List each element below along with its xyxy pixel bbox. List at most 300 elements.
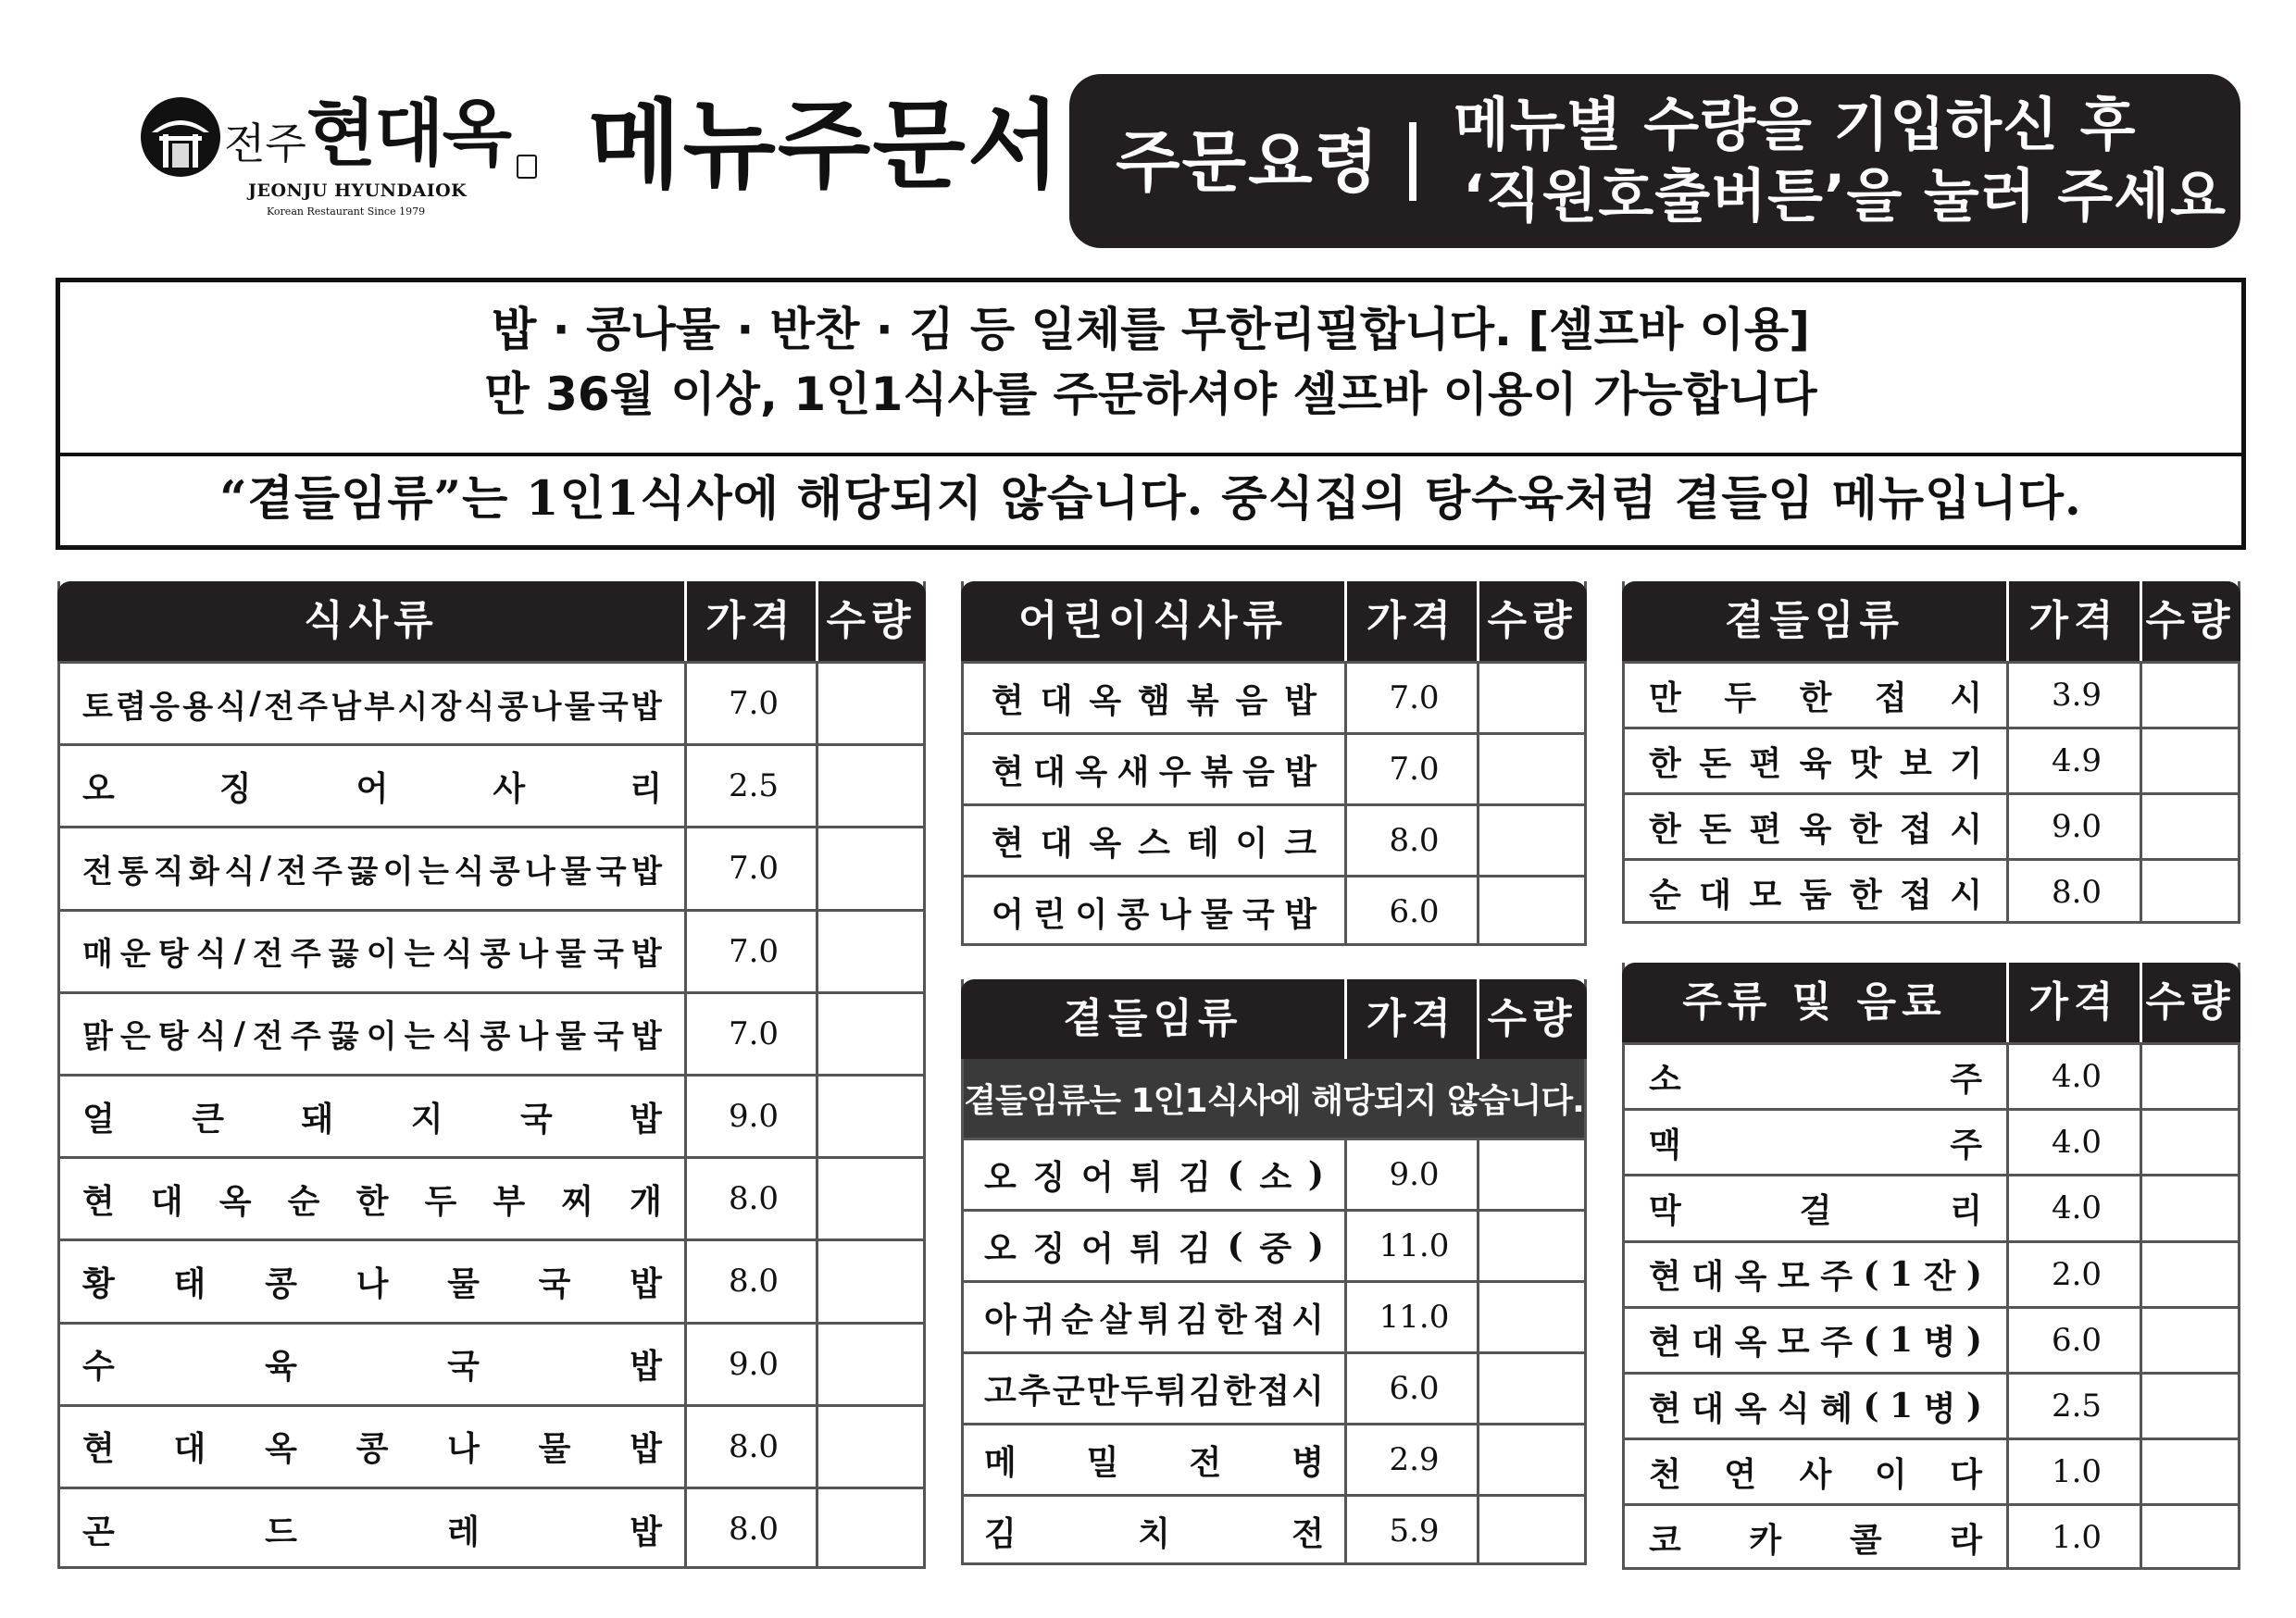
menu-item-char: 는 [418, 853, 449, 890]
menu-item-char: 돼 [301, 1099, 334, 1139]
quantity-input[interactable] [2143, 795, 2238, 858]
menu-item-char: 편 [1749, 743, 1782, 783]
menu-item-char: 추 [1017, 1371, 1051, 1411]
menu-item-char: 대 [1040, 680, 1073, 720]
quantity-input[interactable] [2143, 1506, 2238, 1569]
menu-item-char: 한 [1223, 1371, 1256, 1411]
quantity-input[interactable] [2143, 664, 2238, 727]
menu-item-char: 만 [1086, 1371, 1119, 1411]
menu-item-char: 부 [493, 1181, 526, 1221]
menu-item-name [964, 664, 1344, 732]
menu-item-char: 병 [1292, 1442, 1324, 1482]
menu-item-char: 귀 [1022, 1300, 1055, 1339]
menu-item-char: 린 [1033, 894, 1066, 934]
quantity-input[interactable] [819, 1241, 923, 1321]
menu-item-char: 음 [1235, 680, 1268, 720]
price-header: 가격 [1366, 995, 1456, 1042]
menu-item-char: 대 [1691, 1388, 1725, 1428]
menu-item-char: / [259, 850, 272, 888]
menu-item-char: 징 [1032, 1228, 1066, 1268]
menu-row [60, 743, 923, 826]
menu-item-name [964, 1140, 1344, 1209]
menu-item-char: 나 [518, 936, 549, 974]
menu-table-meals [57, 581, 926, 1569]
menu-item-char: 시 [1292, 1300, 1324, 1339]
menu-item-char: 새 [1117, 752, 1150, 791]
menu-item-char: ( [1863, 1320, 1879, 1360]
quantity-input[interactable] [819, 1077, 923, 1156]
order-divider [1409, 122, 1416, 201]
menu-item-char: 끓 [328, 1018, 359, 1056]
quantity-input[interactable] [2143, 1375, 2238, 1438]
menu-item-char: 큰 [192, 1099, 225, 1139]
quantity-input[interactable] [819, 1407, 923, 1487]
menu-item-price: 2.5 [728, 767, 780, 805]
menu-item-char: 모 [1777, 1257, 1810, 1297]
menu-item-name [964, 1283, 1344, 1351]
menu-item-char: 리 [630, 768, 662, 808]
menu-item-char: 소 [1259, 1157, 1292, 1197]
menu-item-char: 돈 [1699, 743, 1731, 783]
menu-item-char: 테 [1186, 823, 1219, 863]
notice-box [56, 278, 2246, 550]
menu-item-char: 햄 [1138, 680, 1170, 720]
menu-item-char: 혜 [1820, 1388, 1853, 1428]
menu-item-char: 튀 [1129, 1157, 1163, 1197]
menu-item-char: 식 [464, 688, 495, 726]
menu-item-char: 기 [1950, 743, 1982, 783]
menu-item-price: 4.0 [2051, 1058, 2103, 1096]
menu-item-price: 1.0 [2051, 1519, 2103, 1557]
category-header: 어린이식사류 [1017, 597, 1289, 644]
menu-row [964, 1138, 1584, 1209]
menu-item-name [60, 746, 684, 826]
menu-row [964, 1280, 1584, 1351]
order-line-2: ‘직원호출버튼’을 눌러 주세요 [1463, 162, 2227, 230]
menu-item-char: 나 [1158, 894, 1192, 934]
menu-row [1625, 1174, 2238, 1239]
menu-item-char: 돈 [1699, 809, 1731, 849]
quantity-input[interactable] [819, 1159, 923, 1238]
quantity-input[interactable] [819, 1489, 923, 1569]
menu-item-char: 직 [153, 853, 184, 890]
menu-item-char: 국 [538, 1263, 571, 1303]
menu-item-char: 옥 [1734, 1257, 1767, 1297]
menu-item-char: 전 [82, 853, 113, 890]
menu-item-char: 두 [424, 1181, 457, 1221]
menu-item-char: 물 [564, 688, 595, 726]
order-label: 주문요령 [1116, 123, 1381, 201]
menu-item-char: 수 [82, 1347, 115, 1387]
quantity-input[interactable] [1480, 1283, 1584, 1351]
menu-item-char: 콩 [497, 688, 529, 726]
menu-item-char: 육 [265, 1347, 297, 1387]
notice-line-3: “곁들임류”는 1인1식사에 해당되지 않습니다. 중식집의 탕수육처럼 곁들임 메뉴입니다. [219, 471, 2082, 527]
menu-item-price: 8.0 [728, 1511, 780, 1549]
menu-item-char: 콩 [480, 936, 511, 974]
menu-item-char: 는 [404, 936, 435, 974]
menu-item-name [1625, 1375, 2006, 1438]
menu-item-char: 응 [149, 688, 181, 726]
menu-item-char: 한 [1215, 1300, 1247, 1339]
menu-item-char: 개 [630, 1181, 662, 1221]
menu-item-price: 7.0 [728, 1014, 780, 1052]
price-header: 가격 [705, 597, 796, 644]
menu-item-char: 전 [253, 936, 283, 974]
quantity-input[interactable] [2143, 1045, 2238, 1108]
table-header [1622, 963, 2240, 1042]
menu-item-char: 이 [366, 1018, 397, 1056]
menu-item-char: 병 [1923, 1323, 1956, 1363]
menu-item-char: 한 [1849, 875, 1882, 915]
menu-item-name [60, 1077, 684, 1156]
menu-item-char: 매 [82, 936, 113, 974]
menu-table-kids [961, 581, 1587, 946]
quantity-input[interactable] [2143, 1111, 2238, 1174]
menu-item-price: 8.0 [1389, 822, 1440, 859]
menu-row [1625, 1240, 2238, 1306]
menu-item-name [60, 1489, 684, 1569]
menu-item-name [1625, 861, 2006, 924]
menu-item-char: 어 [1081, 1228, 1114, 1268]
menu-item-char: 밥 [630, 688, 662, 726]
menu-item-char: 현 [992, 823, 1024, 863]
menu-item-char: 살 [1099, 1300, 1132, 1339]
quantity-header: 수량 [826, 597, 917, 644]
menu-item-name [60, 828, 684, 908]
menu-item-name [60, 912, 684, 991]
menu-item-char: 오 [984, 1228, 1017, 1268]
menu-item-char: 이 [1075, 894, 1108, 934]
restaurant-logo [139, 88, 537, 227]
menu-item-name [964, 1212, 1344, 1280]
menu-item-char: 식 [195, 1018, 227, 1056]
menu-row [964, 875, 1584, 946]
menu-item-char: 어 [992, 894, 1024, 934]
menu-item-char: 한 [1799, 678, 1832, 717]
menu-item-char: 대 [173, 1429, 206, 1469]
menu-item-char: 모 [1749, 875, 1782, 915]
menu-item-char: 밥 [630, 936, 662, 974]
quantity-input[interactable] [1480, 1425, 1584, 1494]
menu-item-char: 병 [1923, 1388, 1956, 1428]
menu-item-char: 밥 [631, 853, 662, 890]
order-instructions [1069, 74, 2240, 248]
menu-item-char: 김 [1176, 1300, 1209, 1339]
menu-item-char: 튀 [1154, 1371, 1188, 1411]
menu-item-char: ( [1227, 1155, 1243, 1194]
quantity-input[interactable] [1480, 877, 1584, 946]
menu-item-char: 운 [119, 936, 151, 974]
menu-item-char: 한 [356, 1181, 389, 1221]
menu-item-char: 김 [1189, 1371, 1222, 1411]
menu-item-char: 식 [224, 853, 256, 890]
menu-row [964, 1209, 1584, 1280]
notice-line-2: 만 36월 이상, 1인1식사를 주문하셔야 셀프바 이용이 가능합니다 [484, 367, 1817, 421]
menu-item-price: 6.0 [1389, 1370, 1440, 1407]
menu-item-char: 리 [1950, 1190, 1982, 1230]
menu-item-char: 막 [1649, 1190, 1681, 1230]
menu-item-char: ) [1965, 1254, 1982, 1294]
menu-row [1625, 1438, 2238, 1503]
quantity-input[interactable] [1480, 1354, 1584, 1423]
menu-item-char: 주 [1820, 1257, 1853, 1297]
menu-item-char: 걸 [1799, 1190, 1832, 1230]
menu-item-char: 전 [1292, 1513, 1324, 1553]
menu-item-char: ) [1307, 1155, 1324, 1194]
menu-row [60, 1322, 923, 1404]
menu-item-char: 대 [1691, 1257, 1725, 1297]
order-line-1: 메뉴별 수량을 기입하신 후 [1454, 91, 2137, 158]
menu-item-char: 한 [1649, 809, 1681, 849]
menu-item-char: 레 [447, 1512, 480, 1551]
menu-item-char: 코 [1649, 1520, 1681, 1560]
menu-item-name [964, 1497, 1344, 1565]
menu-item-char: 찌 [561, 1181, 594, 1221]
menu-row [964, 803, 1584, 875]
menu-item-char: 국 [447, 1347, 480, 1387]
menu-item-char: 장 [430, 688, 462, 726]
menu-item-char: 접 [1253, 1300, 1286, 1339]
menu-row [964, 1351, 1584, 1423]
menu-item-name [1625, 1243, 2006, 1306]
menu-item-char: 식 [442, 936, 473, 974]
menu-item-price: 4.0 [2051, 1124, 2103, 1162]
quantity-input[interactable] [819, 912, 923, 991]
menu-item-char: 주 [1950, 1059, 1982, 1099]
brand-english: JEONJU HYUNDAIOK [248, 180, 468, 201]
menu-item-char: 밥 [1284, 680, 1316, 720]
menu-item-char: 볶 [1186, 680, 1219, 720]
menu-item-char: 연 [1724, 1454, 1757, 1494]
menu-item-price: 9.0 [728, 1345, 780, 1383]
menu-item-char: 접 [1257, 1371, 1291, 1411]
menu-item-name [1625, 1506, 2006, 1569]
menu-item-char: 옥 [1734, 1388, 1767, 1428]
menu-item-char: 물 [555, 1018, 586, 1056]
menu-item-char: ( [1863, 1387, 1879, 1426]
menu-item-char: 현 [992, 680, 1024, 720]
menu-item-char: 밥 [630, 1429, 662, 1469]
quantity-input[interactable] [819, 994, 923, 1074]
quantity-input[interactable] [1480, 1212, 1584, 1280]
menu-item-price: 2.0 [2051, 1255, 2103, 1293]
quantity-header: 수량 [1487, 597, 1578, 644]
menu-item-char: ) [1307, 1226, 1324, 1265]
menu-row [1625, 1372, 2238, 1438]
menu-item-name [60, 1241, 684, 1321]
quantity-input[interactable] [2143, 1440, 2238, 1503]
menu-item-name [964, 735, 1344, 803]
menu-item-char: 은 [119, 1018, 151, 1056]
menu-item-name [60, 1407, 684, 1487]
menu-item-char: 주 [1820, 1323, 1853, 1363]
menu-row [1625, 1306, 2238, 1372]
menu-item-char: 탕 [157, 1018, 189, 1056]
menu-item-price: 2.9 [1389, 1441, 1440, 1478]
menu-item-price: 4.9 [2051, 742, 2103, 779]
menu-item-char: 시 [1292, 1371, 1324, 1411]
menu-row [60, 661, 923, 743]
menu-item-char: 옥 [265, 1429, 297, 1469]
table-header [57, 581, 926, 661]
menu-item-char: 한 [1649, 743, 1681, 783]
table-header [1622, 581, 2240, 661]
menu-item-char: 맛 [1849, 743, 1882, 783]
menu-item-name [60, 1325, 684, 1404]
menu-item-price: 7.0 [728, 685, 780, 723]
menu-item-char: 식 [195, 936, 227, 974]
menu-item-char: 식 [216, 688, 247, 726]
menu-item-char: 치 [1138, 1513, 1170, 1553]
menu-item-char: 식 [454, 853, 485, 890]
menu-item-char: 대 [1040, 823, 1073, 863]
menu-item-char: ( [1863, 1254, 1879, 1294]
quantity-input[interactable] [1480, 735, 1584, 803]
price-header: 가격 [1366, 597, 1456, 644]
menu-item-char: 순 [287, 1181, 320, 1221]
menu-item-char: 콩 [480, 1018, 511, 1056]
quantity-input[interactable] [2143, 1176, 2238, 1239]
menu-item-name [964, 1425, 1344, 1494]
menu-item-char: 콜 [1849, 1520, 1882, 1560]
menu-item-char: 옥 [1089, 680, 1122, 720]
menu-row [964, 661, 1584, 732]
menu-item-char: 현 [992, 752, 1024, 791]
menu-item-char: 천 [1649, 1454, 1681, 1494]
menu-item-char: 순 [1061, 1300, 1093, 1339]
menu-item-char: 물 [538, 1429, 571, 1469]
menu-item-char: 끓 [328, 936, 359, 974]
menu-item-name [1625, 1045, 2006, 1108]
category-header: 식사류 [304, 597, 439, 644]
menu-item-char: 카 [1749, 1520, 1782, 1560]
menu-item-name [1625, 729, 2006, 792]
menu-row [1625, 792, 2238, 858]
quantity-header: 수량 [1487, 995, 1578, 1042]
menu-item-price: 9.0 [728, 1098, 780, 1136]
menu-item-char: 식 [1777, 1388, 1810, 1428]
menu-item-char: 이 [382, 853, 414, 890]
menu-item-name [964, 806, 1344, 875]
quantity-input[interactable] [819, 828, 923, 908]
menu-item-price: 2.5 [2051, 1388, 2103, 1425]
menu-item-char: 스 [1138, 823, 1170, 863]
menu-item-char: 보 [1900, 743, 1932, 783]
menu-item-name [964, 877, 1344, 946]
menu-item-char: 1 [1890, 1387, 1914, 1426]
menu-item-char: 통 [118, 853, 149, 890]
menu-item-price: 7.0 [728, 850, 780, 888]
menu-item-char: 시 [1950, 875, 1982, 915]
menu-item-price: 11.0 [1379, 1299, 1450, 1336]
menu-item-char: 나 [525, 853, 555, 890]
menu-item-price: 4.0 [2051, 1189, 2103, 1227]
menu-item-char: 주 [297, 688, 328, 726]
menu-item-char: 1 [1890, 1320, 1914, 1360]
quantity-input[interactable] [819, 1325, 923, 1404]
menu-item-char: 얼 [82, 1099, 115, 1139]
menu-item-char: 시 [397, 688, 429, 726]
menu-item-char: 전 [264, 688, 294, 726]
menu-table-sides-right [1622, 581, 2240, 924]
category-header: 주류 및 음료 [1682, 978, 1947, 1026]
menu-item-name [1625, 1176, 2006, 1239]
menu-item-char: 나 [518, 1018, 549, 1056]
menu-item-char: 국 [1242, 894, 1275, 934]
menu-item-char: 국 [593, 936, 624, 974]
menu-item-price: 6.0 [1389, 893, 1440, 930]
brand-name: 현대옥 [306, 92, 510, 176]
menu-item-name [1625, 795, 2006, 858]
category-header: 곁들임류 [1724, 597, 1904, 644]
quantity-input[interactable] [1480, 664, 1584, 732]
menu-item-name [60, 1159, 684, 1238]
menu-item-price: 7.0 [1389, 751, 1440, 788]
menu-item-char: 소 [1649, 1059, 1681, 1099]
category-header: 곁들임류 [1063, 995, 1243, 1042]
menu-item-char: 다 [1950, 1454, 1982, 1494]
menu-item-char: 나 [356, 1263, 389, 1303]
menu-item-char: 옥 [218, 1181, 252, 1221]
hanok-gate-icon [139, 95, 222, 179]
menu-item-char: ( [1227, 1226, 1243, 1265]
menu-item-char: 두 [1120, 1371, 1154, 1411]
quantity-input[interactable] [2143, 729, 2238, 792]
quantity-input[interactable] [2143, 861, 2238, 924]
quantity-input[interactable] [819, 746, 923, 826]
menu-item-char: 볶 [1200, 752, 1233, 791]
menu-item-price: 8.0 [728, 1263, 780, 1301]
menu-item-char: 라 [1950, 1520, 1982, 1560]
menu-item-char: 군 [1052, 1371, 1085, 1411]
quantity-input[interactable] [1480, 806, 1584, 875]
menu-item-char: 옥 [1075, 752, 1108, 791]
menu-item-char: 모 [1777, 1323, 1810, 1363]
quantity-input[interactable] [819, 664, 923, 743]
menu-item-char: 어 [1081, 1157, 1114, 1197]
menu-item-char: 메 [984, 1442, 1017, 1482]
menu-item-char: 국 [597, 688, 629, 726]
menu-item-char: 고 [984, 1371, 1017, 1411]
price-header: 가격 [2028, 597, 2119, 644]
menu-item-char: 물 [1200, 894, 1233, 934]
menu-item-char: 밥 [630, 1099, 662, 1139]
quantity-input[interactable] [2143, 1309, 2238, 1372]
menu-item-char: 주 [290, 936, 321, 974]
menu-item-char: 징 [1032, 1157, 1066, 1197]
menu-item-char: 황 [82, 1263, 115, 1303]
menu-row [60, 909, 923, 991]
quantity-input[interactable] [1480, 1140, 1584, 1209]
menu-item-price: 11.0 [1379, 1227, 1450, 1264]
quantity-header: 수량 [2145, 597, 2236, 644]
menu-item-price: 8.0 [2051, 874, 2103, 911]
menu-item-char: 국 [593, 1018, 624, 1056]
notice-line-1: 밥 · 콩나물 · 반찬 · 김 등 일체를 무한리필합니다. [셀프바 이용] [491, 303, 1811, 356]
menu-table-drinks [1622, 963, 2240, 1570]
menu-item-char: 현 [1649, 1323, 1681, 1363]
menu-item-char: 현 [1649, 1257, 1681, 1297]
menu-item-char: 오 [82, 768, 115, 808]
quantity-input[interactable] [2143, 1243, 2238, 1306]
menu-item-char: 이 [366, 936, 397, 974]
table-header [961, 979, 1587, 1059]
menu-item-char: 맑 [82, 1018, 113, 1056]
menu-row [1625, 1503, 2238, 1569]
menu-item-name [60, 664, 684, 743]
quantity-input[interactable] [1480, 1497, 1584, 1565]
